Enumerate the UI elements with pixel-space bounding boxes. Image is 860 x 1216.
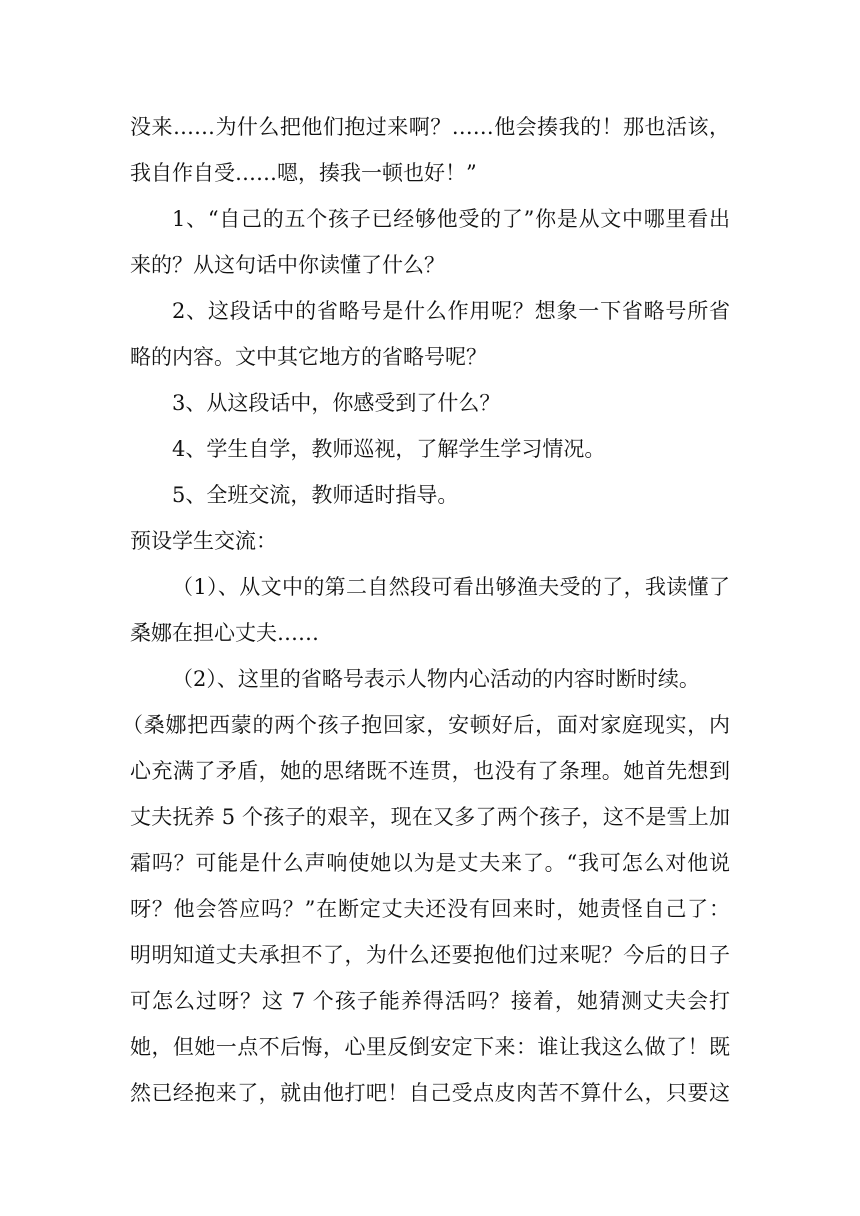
text-line: 丈夫抚养 5 个孩子的艰辛，现在又多了两个孩子，这不是雪上加	[130, 805, 730, 829]
text-line: 来的？从这句话中你读懂了什么？	[130, 253, 445, 277]
text-line: （桑娜把西蒙的两个孩子抱回家，安顿好后，面对家庭现实，内	[122, 713, 730, 737]
text-line: 然已经抱来了，就由他打吧！自己受点皮肉苦不算什么，只要这	[130, 1081, 730, 1105]
text-line: 3、从这段话中，你感受到了什么？	[172, 391, 501, 415]
text-line: （2）、这里的省略号表示人物内心活动的内容时断时续。	[172, 667, 700, 691]
text-line: 我自作自受……嗯，揍我一顿也好！”	[130, 161, 477, 185]
text-line: 1、“自己的五个孩子已经够他受的了”你是从文中哪里看出	[172, 207, 730, 231]
text-line: 她，但她一点不后悔，心里反倒安定下来：谁让我这么做了！既	[130, 1035, 730, 1059]
text-line: 4、学生自学，教师巡视，了解学生学习情况。	[172, 437, 606, 461]
text-line: 心充满了矛盾，她的思绪既不连贯，也没有了条理。她首先想到	[130, 759, 730, 783]
text-line: 预设学生交流：	[130, 529, 277, 553]
text-line: （1）、从文中的第二自然段可看出够渔夫受的了，我读懂了	[172, 575, 730, 599]
text-line: 明明知道丈夫承担不了，为什么还要抱他们过来呢？今后的日子	[130, 943, 730, 967]
document-page	[122, 104, 730, 1116]
text-line: 桑娜在担心丈夫……	[130, 621, 319, 645]
text-line: 2、这段话中的省略号是什么作用呢？想象一下省略号所省	[172, 299, 730, 323]
text-line: 呀？他会答应吗？”在断定丈夫还没有回来时，她责怪自己了：	[130, 897, 730, 921]
text-line: 没来……为什么把他们抱过来啊？……他会揍我的！那也活该，	[130, 115, 730, 139]
text-line: 5、全班交流，教师适时指导。	[172, 483, 459, 507]
text-line: 可怎么过呀？这 7 个孩子能养得活吗？接着，她猜测丈夫会打	[130, 989, 730, 1013]
text-line: 霜吗？可能是什么声响使她以为是丈夫来了。“我可怎么对他说	[130, 851, 730, 875]
text-line: 略的内容。文中其它地方的省略号呢？	[130, 345, 487, 369]
